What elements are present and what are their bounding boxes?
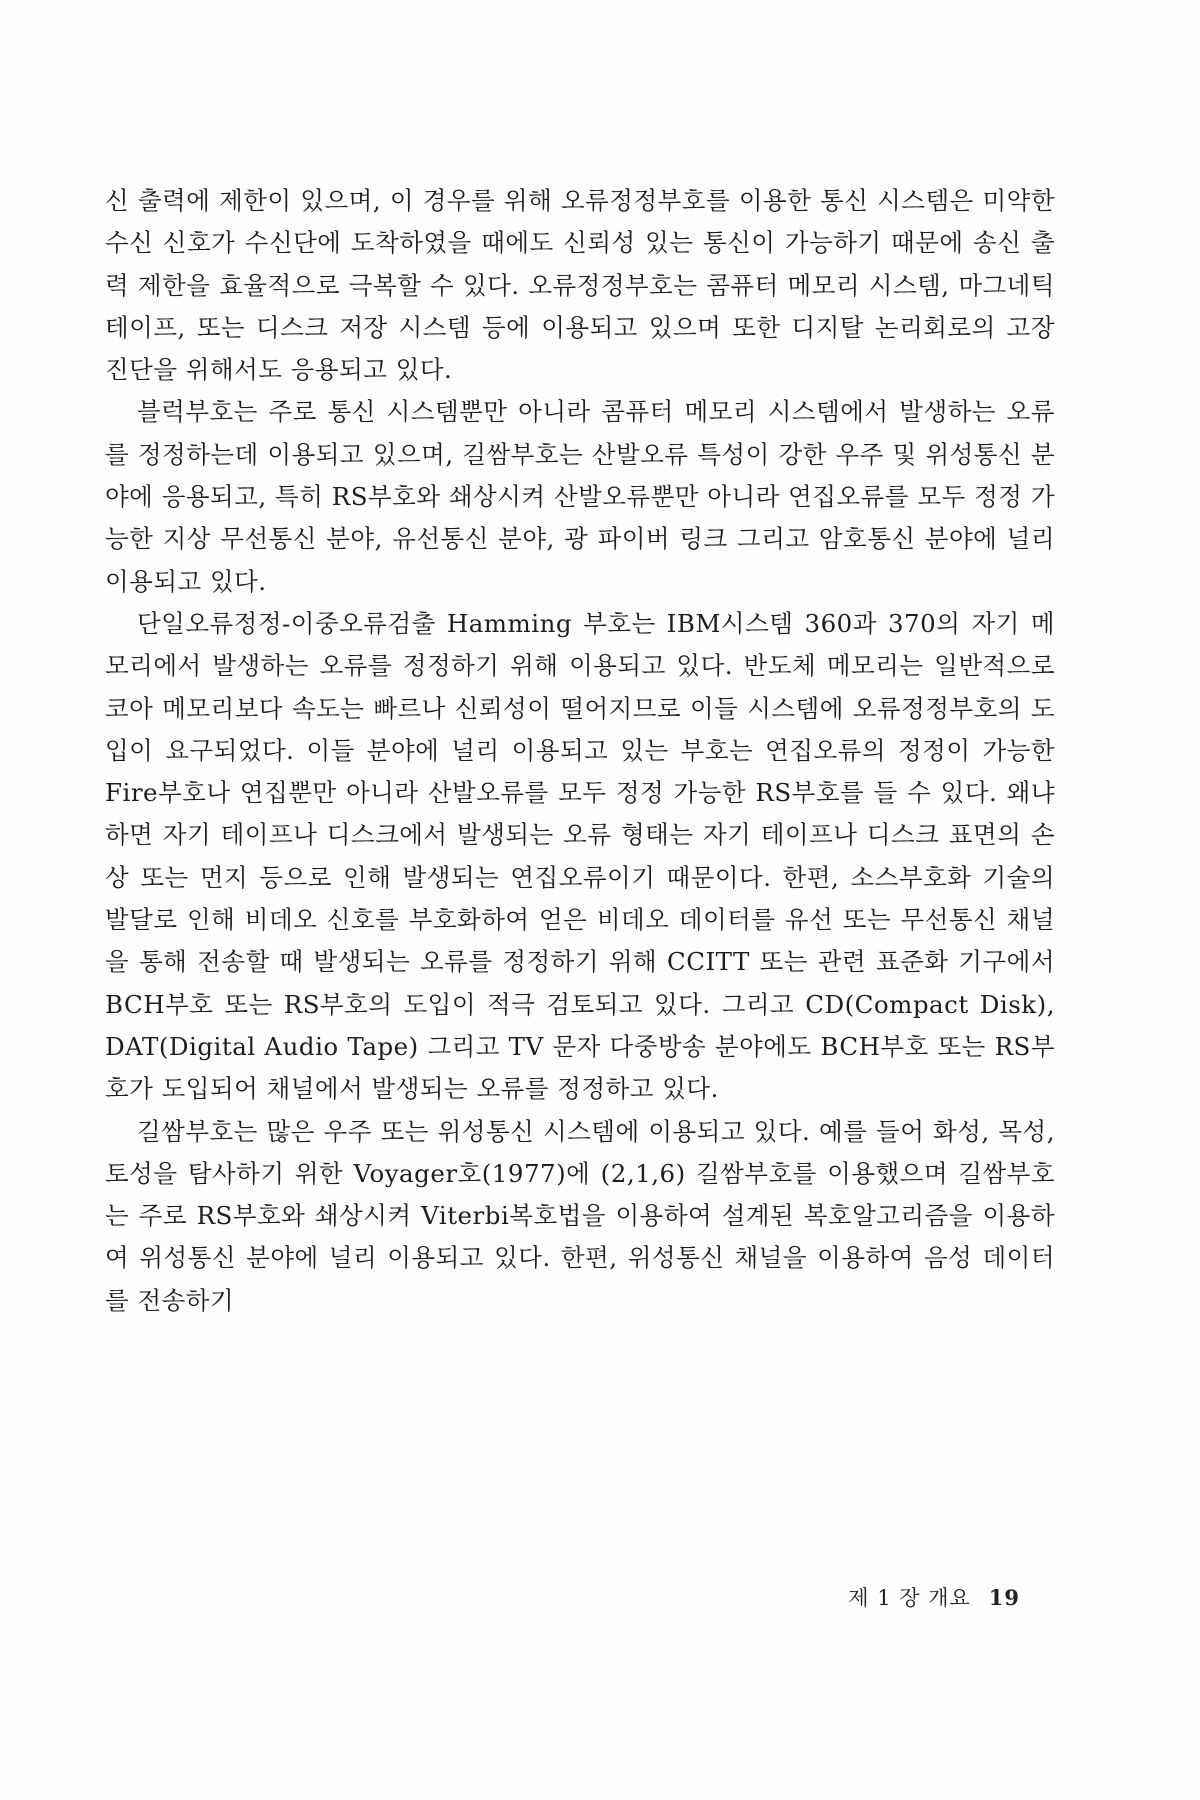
paragraph-3: 단일오류정정-이중오류검출 Hamming 부호는 IBM시스템 360과 370의 자기 메모리에서 발생하는 오류를 정정하기 위해 이용되고 있다. 반도체 메모리는 일반적으로 코아 메모리보다 속도는 빠르나 신뢰성이 떨어지므로 이들 시스템에 오류정정부호의 도입이 요구되었다. 이들 분야에 널리 이용되고 있는 부호는 연집오류의 정정이 가능한 Fire부호나 연집뿐만 아니라 산발오류를 모두 정정 가능한 RS부호를 들 수 있다. 왜냐하면 자기 테이프나 디스크에서 발생되는 오류 형태는 자기 테이프나 디스크 표면의 손상 또는 먼지 등으로 인해 발생되는 연집오류이기 때문이다. 한편, 소스부호화 기술의 발달로 인해 비데오 신호를 부호화하여 얻은 비데오 데이터를 유선 또는 무선통신 채널을 통해 전송할 때 발생되는 오류를 정정하기 위해 CCITT 또는 관련 표준화 기구에서 BCH부호 또는 RS부호의 도입이 적극 검토되고 있다. 그리고 CD(Compact Disk), DAT(Digital Audio Tape) 그리고 TV 문자 다중방송 분야에도 BCH부호 또는 RS부호가 도입되어 채널에서 발생되는 오류를 정정하고 있다. xyxy=(105,608,1055,1104)
page-number: 19 xyxy=(988,1585,1020,1610)
page-footer xyxy=(848,1582,1020,1612)
chapter-label: 제 1 장 개요 xyxy=(848,1586,971,1610)
paragraph-2: 블럭부호는 주로 통신 시스템뿐만 아니라 콤퓨터 메모리 시스템에서 발생하는 오류를 정정하는데 이용되고 있으며, 길쌈부호는 산발오류 특성이 강한 우주 및 위성통신 분야에 응용되고, 특히 RS부호와 쇄상시켜 산발오류뿐만 아니라 연집오류를 모두 정정 가능한 지상 무선통신 분야, 유선통신 분야, 광 파이버 링크 그리고 암호통신 분야에 널리 이용되고 있다. xyxy=(105,397,1055,596)
body-text xyxy=(105,180,1055,1322)
paragraph-4: 길쌈부호는 많은 우주 또는 위성통신 시스템에 이용되고 있다. 예를 들어 화성, 목성, 토성을 탐사하기 위한 Voyager호(1977)에 (2,1,6) 길쌈부호를 이용했으며 길쌈부호는 주로 RS부호와 쇄상시켜 Viterbi복호법을 이용하여 설계된 복호알고리즘을 이용하여 위성통신 분야에 널리 이용되고 있다. 한편, 위성통신 채널을 이용하여 음성 데이터를 전송하기 xyxy=(105,1116,1055,1315)
paragraph-1: 신 출력에 제한이 있으며, 이 경우를 위해 오류정정부호를 이용한 통신 시스템은 미약한 수신 신호가 수신단에 도착하였을 때에도 신뢰성 있는 통신이 가능하기 때문에 송신 출력 제한을 효율적으로 극복할 수 있다. 오류정정부호는 콤퓨터 메모리 시스템, 마그네틱 테이프, 또는 디스크 저장 시스템 등에 이용되고 있으며 또한 디지탈 논리회로의 고장 진단을 위해서도 응용되고 있다. xyxy=(105,186,1055,385)
